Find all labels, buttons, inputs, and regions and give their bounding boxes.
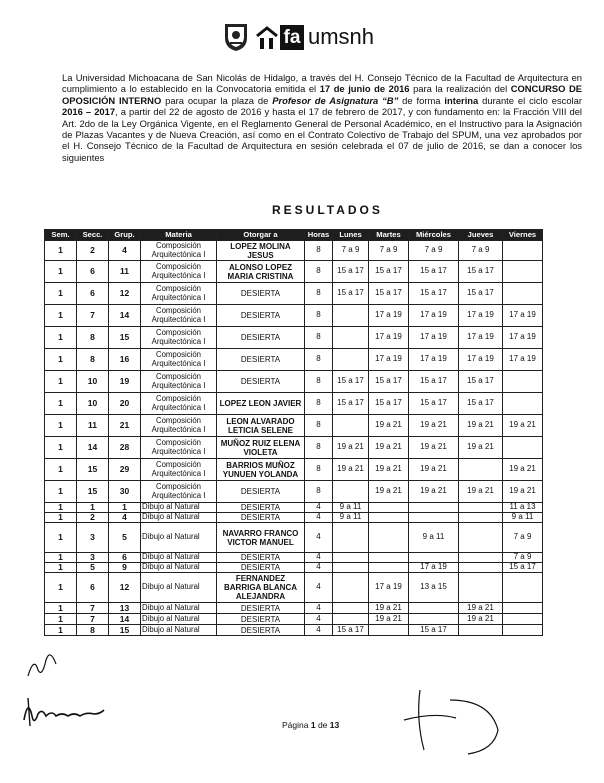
cell-mie: 15 a 17 <box>409 283 459 305</box>
cell-lun <box>333 614 369 625</box>
cell-vie: 7 a 9 <box>503 523 543 553</box>
cell-sem: 1 <box>45 261 77 283</box>
cell-sem: 1 <box>45 349 77 371</box>
col-header-grup: Grup. <box>109 230 141 241</box>
cell-secc: 8 <box>77 625 109 636</box>
cell-vie: 17 a 19 <box>503 327 543 349</box>
cell-vie: 17 a 19 <box>503 349 543 371</box>
cell-sem: 1 <box>45 603 77 614</box>
cell-horas: 4 <box>305 573 333 603</box>
cell-jue <box>459 563 503 573</box>
cell-lun: 15 a 17 <box>333 371 369 393</box>
cell-mie: 15 a 17 <box>409 625 459 636</box>
col-header-jueves: Jueves <box>459 230 503 241</box>
cell-mie <box>409 503 459 513</box>
table-row <box>45 563 543 573</box>
cell-sem: 1 <box>45 393 77 415</box>
umsnh-logo-text: umsnh <box>308 24 375 49</box>
cell-jue: 17 a 19 <box>459 349 503 371</box>
cell-materia: Composición Arquitectónica I <box>141 481 217 503</box>
university-seal-icon <box>222 22 250 52</box>
cell-secc: 1 <box>77 503 109 513</box>
cell-jue: 19 a 21 <box>459 481 503 503</box>
cell-mar: 7 a 9 <box>369 241 409 261</box>
cell-secc: 3 <box>77 523 109 553</box>
cell-vie <box>503 393 543 415</box>
cell-grup: 12 <box>109 573 141 603</box>
cell-mie <box>409 614 459 625</box>
cell-grup: 14 <box>109 614 141 625</box>
col-header-miercoles: Miércoles <box>409 230 459 241</box>
cell-lun <box>333 553 369 563</box>
cell-jue: 15 a 17 <box>459 283 503 305</box>
cell-materia: Dibujo al Natural <box>141 553 217 563</box>
cell-mie: 19 a 21 <box>409 415 459 437</box>
cell-mar: 17 a 19 <box>369 305 409 327</box>
cell-materia: Dibujo al Natural <box>141 523 217 553</box>
cell-vie <box>503 437 543 459</box>
cell-mie: 19 a 21 <box>409 437 459 459</box>
cell-mar: 17 a 19 <box>369 327 409 349</box>
cell-mar: 15 a 17 <box>369 393 409 415</box>
cell-sem: 1 <box>45 573 77 603</box>
cell-secc: 2 <box>77 513 109 523</box>
table-row <box>45 625 543 636</box>
cell-mar <box>369 513 409 523</box>
cell-otorgar: ALONSO LOPEZ MARIA CRISTINA <box>217 261 305 283</box>
cell-sem: 1 <box>45 523 77 553</box>
cell-vie <box>503 371 543 393</box>
cell-mie: 7 a 9 <box>409 241 459 261</box>
cell-mar: 15 a 17 <box>369 283 409 305</box>
page-number: Página 1 de 13 <box>282 720 340 730</box>
cell-horas: 4 <box>305 503 333 513</box>
table-row <box>45 553 543 563</box>
col-header-viernes: Viernes <box>503 230 543 241</box>
cell-jue: 7 a 9 <box>459 241 503 261</box>
col-header-secc: Secc. <box>77 230 109 241</box>
cell-sem: 1 <box>45 563 77 573</box>
cell-horas: 4 <box>305 523 333 553</box>
cell-otorgar: DESIERTA <box>217 327 305 349</box>
cell-horas: 4 <box>305 625 333 636</box>
cell-vie: 17 a 19 <box>503 305 543 327</box>
col-header-materia: Materia <box>141 230 217 241</box>
cell-secc: 15 <box>77 459 109 481</box>
col-header-otorgar: Otorgar a <box>217 230 305 241</box>
cell-jue: 19 a 21 <box>459 415 503 437</box>
cell-otorgar: LOPEZ LEON JAVIER <box>217 393 305 415</box>
cell-secc: 7 <box>77 305 109 327</box>
table-row <box>45 603 543 614</box>
cell-otorgar: DESIERTA <box>217 481 305 503</box>
table-row <box>45 415 543 437</box>
cell-mar: 19 a 21 <box>369 614 409 625</box>
cell-horas: 4 <box>305 513 333 523</box>
cell-grup: 19 <box>109 371 141 393</box>
cell-mar <box>369 503 409 513</box>
cell-mar: 15 a 17 <box>369 371 409 393</box>
cell-sem: 1 <box>45 553 77 563</box>
table-row <box>45 327 543 349</box>
cell-materia: Composición Arquitectónica I <box>141 261 217 283</box>
cell-sem: 1 <box>45 241 77 261</box>
cell-otorgar: BARRIOS MUÑOZ YUNUEN YOLANDA <box>217 459 305 481</box>
cell-sem: 1 <box>45 305 77 327</box>
cell-jue: 19 a 21 <box>459 437 503 459</box>
cell-mie: 19 a 21 <box>409 481 459 503</box>
cell-horas: 8 <box>305 305 333 327</box>
cell-horas: 4 <box>305 614 333 625</box>
cell-horas: 8 <box>305 283 333 305</box>
cell-materia: Composición Arquitectónica I <box>141 305 217 327</box>
cell-materia: Composición Arquitectónica I <box>141 283 217 305</box>
cell-grup: 11 <box>109 261 141 283</box>
cell-grup: 9 <box>109 563 141 573</box>
cell-otorgar: LOPEZ MOLINA JESUS <box>217 241 305 261</box>
cell-otorgar: LEON ALVARADO LETICIA SELENE <box>217 415 305 437</box>
cell-otorgar: NAVARRO FRANCO VICTOR MANUEL <box>217 523 305 553</box>
cell-vie: 19 a 21 <box>503 481 543 503</box>
cell-materia: Dibujo al Natural <box>141 503 217 513</box>
table-row <box>45 305 543 327</box>
cell-mie: 9 a 11 <box>409 523 459 553</box>
col-header-martes: Martes <box>369 230 409 241</box>
cell-vie: 11 a 13 <box>503 503 543 513</box>
cell-vie <box>503 614 543 625</box>
cell-materia: Composición Arquitectónica I <box>141 415 217 437</box>
cell-grup: 1 <box>109 503 141 513</box>
intro-paragraph: La Universidad Michoacana de San Nicolás de Hidalgo, a través del H. Consejo Técnico de la Facultad de Arquitectura en cumplimiento a lo establecido en la Convocatoria emitida el 17 de junio de 2016 para la realización del CONCURSO DE OPOSICIÓN INTERNO para ocupar la plaza de Profesor de Asignatura “B” de forma interina durante el ciclo escolar 2016 – 2017, a partir del 22 de agosto de 2016 y hasta el 17 de febrero de 2017, y con fundamento en: la Fracción VIII del Art. 2do de la Ley Orgánica Vigente, en el Reglamento General de Personal Académico, en el Instructivo para la Asignación de Plazas Vacantes y de Nueva Creación, así como en el Contrato Colectivo de Trabajo del SPUM, una vez aprobados por el H. Consejo Técnico de la Facultad de Arquitectura en sesión celebrada el 07 de julio de 2016, se dan a conocer los siguientes <box>62 72 582 163</box>
cell-mie: 13 a 15 <box>409 573 459 603</box>
cell-horas: 8 <box>305 241 333 261</box>
header-logos <box>222 22 392 54</box>
cell-secc: 6 <box>77 573 109 603</box>
table-header-row <box>45 230 543 241</box>
cell-mie: 15 a 17 <box>409 371 459 393</box>
cell-otorgar: DESIERTA <box>217 283 305 305</box>
cell-horas: 8 <box>305 481 333 503</box>
cell-lun <box>333 349 369 371</box>
cell-mar: 19 a 21 <box>369 415 409 437</box>
cell-grup: 4 <box>109 241 141 261</box>
cell-lun: 15 a 17 <box>333 625 369 636</box>
cell-jue: 15 a 17 <box>459 371 503 393</box>
cell-grup: 30 <box>109 481 141 503</box>
cell-otorgar: DESIERTA <box>217 371 305 393</box>
table-row <box>45 573 543 603</box>
cell-lun: 19 a 21 <box>333 459 369 481</box>
col-header-horas: Horas <box>305 230 333 241</box>
cell-grup: 14 <box>109 305 141 327</box>
cell-horas: 8 <box>305 393 333 415</box>
cell-horas: 8 <box>305 349 333 371</box>
cell-lun <box>333 415 369 437</box>
cell-lun: 7 a 9 <box>333 241 369 261</box>
cell-sem: 1 <box>45 371 77 393</box>
cell-jue: 17 a 19 <box>459 305 503 327</box>
cell-vie <box>503 625 543 636</box>
cell-mie: 17 a 19 <box>409 305 459 327</box>
cell-mie <box>409 553 459 563</box>
table-row <box>45 393 543 415</box>
signature-right <box>390 680 510 760</box>
cell-otorgar: DESIERTA <box>217 625 305 636</box>
cell-materia: Composición Arquitectónica I <box>141 437 217 459</box>
table-row <box>45 614 543 625</box>
cell-otorgar: DESIERTA <box>217 305 305 327</box>
cell-mar: 19 a 21 <box>369 437 409 459</box>
cell-horas: 8 <box>305 327 333 349</box>
cell-secc: 7 <box>77 603 109 614</box>
cell-horas: 4 <box>305 603 333 614</box>
cell-lun: 9 a 11 <box>333 503 369 513</box>
cell-vie: 9 a 11 <box>503 513 543 523</box>
table-row <box>45 513 543 523</box>
cell-horas: 4 <box>305 553 333 563</box>
table-row <box>45 523 543 553</box>
cell-otorgar: DESIERTA <box>217 614 305 625</box>
cell-otorgar: DESIERTA <box>217 503 305 513</box>
cell-lun: 9 a 11 <box>333 513 369 523</box>
cell-jue <box>459 459 503 481</box>
cell-horas: 8 <box>305 371 333 393</box>
cell-jue: 17 a 19 <box>459 327 503 349</box>
cell-secc: 6 <box>77 261 109 283</box>
cell-mar <box>369 563 409 573</box>
cell-lun: 15 a 17 <box>333 393 369 415</box>
results-heading: RESULTADOS <box>272 203 383 217</box>
fa-logo: fa <box>280 25 304 50</box>
cell-vie: 19 a 21 <box>503 459 543 481</box>
cell-sem: 1 <box>45 503 77 513</box>
cell-secc: 10 <box>77 393 109 415</box>
cell-sem: 1 <box>45 513 77 523</box>
cell-sem: 1 <box>45 327 77 349</box>
cell-sem: 1 <box>45 614 77 625</box>
cell-grup: 15 <box>109 625 141 636</box>
table-row <box>45 283 543 305</box>
table-row <box>45 437 543 459</box>
architecture-logo-icon <box>256 26 278 50</box>
cell-mar <box>369 625 409 636</box>
cell-mar: 15 a 17 <box>369 261 409 283</box>
cell-mar: 19 a 21 <box>369 459 409 481</box>
cell-materia: Dibujo al Natural <box>141 603 217 614</box>
signature-margin-left <box>24 640 64 680</box>
cell-lun: 19 a 21 <box>333 437 369 459</box>
cell-lun <box>333 327 369 349</box>
cell-mar <box>369 553 409 563</box>
cell-sem: 1 <box>45 415 77 437</box>
table-row <box>45 503 543 513</box>
cell-otorgar: DESIERTA <box>217 553 305 563</box>
cell-otorgar: DESIERTA <box>217 563 305 573</box>
cell-grup: 4 <box>109 513 141 523</box>
cell-horas: 8 <box>305 459 333 481</box>
cell-otorgar: DESIERTA <box>217 513 305 523</box>
cell-mie: 17 a 19 <box>409 563 459 573</box>
cell-materia: Dibujo al Natural <box>141 614 217 625</box>
signature-left <box>20 690 110 730</box>
cell-otorgar: DESIERTA <box>217 349 305 371</box>
table-row <box>45 481 543 503</box>
cell-otorgar: DESIERTA <box>217 603 305 614</box>
cell-jue <box>459 503 503 513</box>
cell-vie: 19 a 21 <box>503 415 543 437</box>
cell-lun <box>333 523 369 553</box>
cell-materia: Dibujo al Natural <box>141 625 217 636</box>
results-table <box>44 229 543 636</box>
cell-grup: 12 <box>109 283 141 305</box>
cell-horas: 8 <box>305 261 333 283</box>
cell-sem: 1 <box>45 481 77 503</box>
cell-mar: 17 a 19 <box>369 349 409 371</box>
cell-vie: 7 a 9 <box>503 553 543 563</box>
cell-jue <box>459 513 503 523</box>
cell-secc: 14 <box>77 437 109 459</box>
cell-jue: 15 a 17 <box>459 393 503 415</box>
cell-mie: 17 a 19 <box>409 349 459 371</box>
cell-secc: 6 <box>77 283 109 305</box>
cell-mie: 15 a 17 <box>409 261 459 283</box>
cell-horas: 8 <box>305 437 333 459</box>
cell-grup: 28 <box>109 437 141 459</box>
cell-sem: 1 <box>45 625 77 636</box>
table-row <box>45 371 543 393</box>
cell-vie <box>503 241 543 261</box>
cell-lun: 15 a 17 <box>333 283 369 305</box>
cell-jue <box>459 553 503 563</box>
cell-lun <box>333 563 369 573</box>
cell-grup: 13 <box>109 603 141 614</box>
cell-horas: 4 <box>305 563 333 573</box>
cell-grup: 20 <box>109 393 141 415</box>
cell-grup: 16 <box>109 349 141 371</box>
cell-vie <box>503 261 543 283</box>
cell-jue <box>459 523 503 553</box>
cell-materia: Dibujo al Natural <box>141 563 217 573</box>
cell-lun <box>333 573 369 603</box>
cell-secc: 10 <box>77 371 109 393</box>
cell-materia: Composición Arquitectónica I <box>141 371 217 393</box>
cell-secc: 5 <box>77 563 109 573</box>
cell-mar <box>369 523 409 553</box>
col-header-sem: Sem. <box>45 230 77 241</box>
table-row <box>45 241 543 261</box>
cell-mie <box>409 603 459 614</box>
cell-mie: 19 a 21 <box>409 459 459 481</box>
cell-sem: 1 <box>45 283 77 305</box>
cell-vie <box>503 603 543 614</box>
cell-mie: 17 a 19 <box>409 327 459 349</box>
cell-materia: Composición Arquitectónica I <box>141 459 217 481</box>
cell-jue: 19 a 21 <box>459 614 503 625</box>
cell-grup: 21 <box>109 415 141 437</box>
cell-materia: Composición Arquitectónica I <box>141 349 217 371</box>
cell-mie: 15 a 17 <box>409 393 459 415</box>
cell-secc: 3 <box>77 553 109 563</box>
cell-lun: 15 a 17 <box>333 261 369 283</box>
cell-jue <box>459 573 503 603</box>
cell-materia: Composición Arquitectónica I <box>141 393 217 415</box>
cell-mar: 19 a 21 <box>369 481 409 503</box>
cell-secc: 15 <box>77 481 109 503</box>
cell-mie <box>409 513 459 523</box>
cell-materia: Composición Arquitectónica I <box>141 327 217 349</box>
cell-secc: 8 <box>77 349 109 371</box>
cell-lun <box>333 603 369 614</box>
cell-mar: 19 a 21 <box>369 603 409 614</box>
cell-vie: 15 a 17 <box>503 563 543 573</box>
cell-sem: 1 <box>45 459 77 481</box>
cell-jue: 15 a 17 <box>459 261 503 283</box>
cell-materia: Dibujo al Natural <box>141 513 217 523</box>
cell-sem: 1 <box>45 437 77 459</box>
cell-jue: 19 a 21 <box>459 603 503 614</box>
table-row <box>45 261 543 283</box>
cell-grup: 15 <box>109 327 141 349</box>
cell-lun <box>333 305 369 327</box>
cell-materia: Composición Arquitectónica I <box>141 241 217 261</box>
cell-otorgar: MUÑOZ RUIZ ELENA VIOLETA <box>217 437 305 459</box>
table-row <box>45 349 543 371</box>
cell-horas: 8 <box>305 415 333 437</box>
cell-jue <box>459 625 503 636</box>
cell-mar: 17 a 19 <box>369 573 409 603</box>
col-header-lunes: Lunes <box>333 230 369 241</box>
cell-materia: Dibujo al Natural <box>141 573 217 603</box>
cell-vie <box>503 573 543 603</box>
cell-grup: 5 <box>109 523 141 553</box>
cell-lun <box>333 481 369 503</box>
cell-otorgar: FERNANDEZ BARRIGA BLANCA ALEJANDRA <box>217 573 305 603</box>
cell-grup: 6 <box>109 553 141 563</box>
table-row <box>45 459 543 481</box>
cell-secc: 8 <box>77 327 109 349</box>
cell-grup: 29 <box>109 459 141 481</box>
cell-secc: 7 <box>77 614 109 625</box>
cell-vie <box>503 283 543 305</box>
cell-secc: 2 <box>77 241 109 261</box>
cell-secc: 11 <box>77 415 109 437</box>
